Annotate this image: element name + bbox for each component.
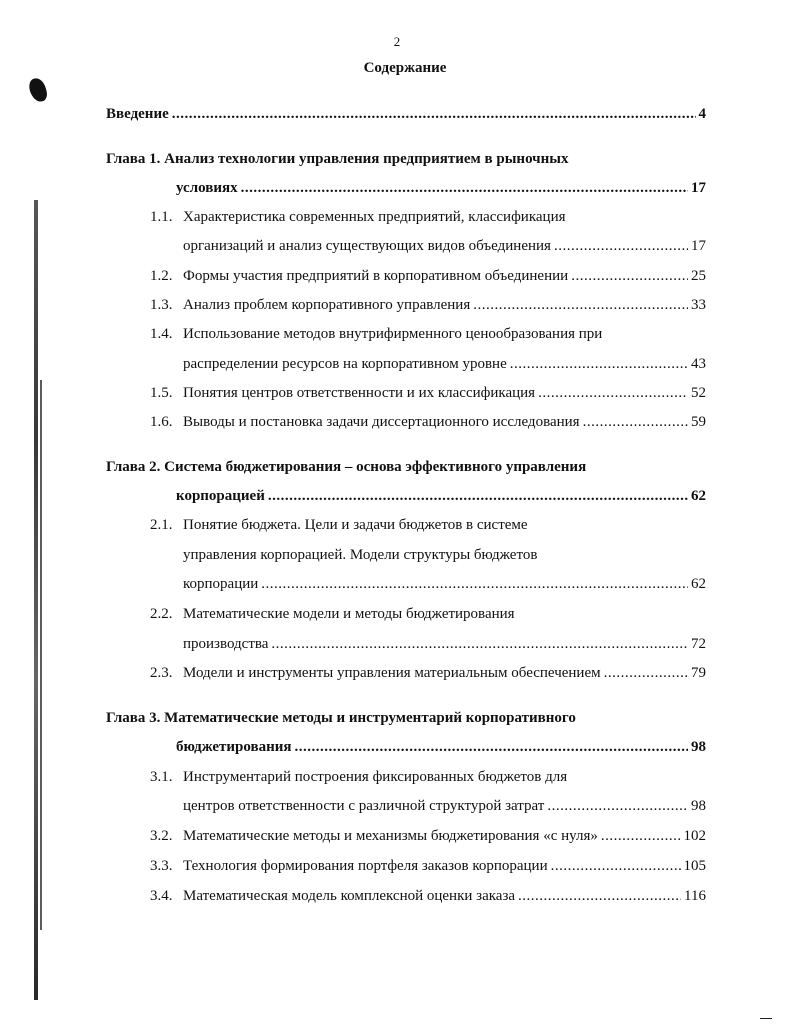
toc-chapter-3-heading[interactable] xyxy=(106,708,706,728)
toc-entry-text: Глава 2. Система бюджетирования – основа эффективного управления xyxy=(106,459,587,475)
toc-entry-text: Технология формирования портфеля заказов корпорации xyxy=(183,858,548,874)
toc-section-1-3[interactable] xyxy=(150,295,706,315)
toc-chapter-1-heading[interactable] xyxy=(106,149,706,169)
toc-entry-text: управления корпорацией. Модели структуры бюджетов xyxy=(183,547,538,563)
toc-section-2-2-continuation[interactable] xyxy=(183,634,706,654)
toc-entry-page: 4 xyxy=(698,106,706,122)
leader-dots xyxy=(554,236,688,256)
toc-entry-number: 1.5. xyxy=(150,385,173,401)
toc-entry-text: Использование методов внутрифирменного ценообразования при xyxy=(183,326,603,342)
toc-entry-page: 33 xyxy=(691,297,706,313)
leader-dots xyxy=(510,354,688,374)
leader-dots xyxy=(518,886,681,906)
leader-dots xyxy=(172,104,696,124)
toc-section-2-1-continuation[interactable] xyxy=(183,545,706,565)
leader-dots xyxy=(271,634,688,654)
toc-entry-page: 62 xyxy=(691,576,706,592)
toc-entry-number: 1.4. xyxy=(150,326,173,342)
toc-entry-text: Инструментарий построения фиксированных бюджетов для xyxy=(183,769,568,785)
toc-entry-text: Глава 1. Анализ технологии управления предприятием в рыночных xyxy=(106,151,569,167)
toc-entry-text: бюджетирования xyxy=(176,739,292,755)
toc-entry-page: 17 xyxy=(691,180,706,196)
toc-section-1-4-continuation[interactable] xyxy=(183,354,706,374)
toc-entry-number: 2.2. xyxy=(150,606,173,622)
leader-dots xyxy=(601,826,681,846)
toc-entry-text: корпорацией xyxy=(176,488,265,504)
leader-dots xyxy=(583,412,688,432)
toc-section-3-4[interactable] xyxy=(150,886,706,906)
leader-dots xyxy=(261,574,688,594)
toc-entry-text: Математические методы и механизмы бюджетирования «с нуля» xyxy=(183,828,598,844)
leader-dots xyxy=(295,737,688,757)
toc-entry-number: 3.3. xyxy=(150,858,173,874)
toc-entry-text: Математические модели и методы бюджетирования xyxy=(183,606,515,622)
toc-chapter-2-heading[interactable] xyxy=(106,457,706,477)
toc-entry-number: 2.3. xyxy=(150,665,173,681)
toc-section-3-1-continuation[interactable] xyxy=(183,796,706,816)
toc-entry-number: 1.1. xyxy=(150,209,173,225)
leader-dots xyxy=(473,295,688,315)
toc-section-1-5[interactable] xyxy=(150,383,706,403)
leader-dots xyxy=(604,663,688,683)
toc-entry-text: Понятие бюджета. Цели и задачи бюджетов в системе xyxy=(183,517,528,533)
toc-entry-page: 105 xyxy=(683,858,706,874)
page-number: 2 xyxy=(393,34,401,49)
toc-entry-text: условиях xyxy=(176,180,238,196)
toc-section-1-1-continuation[interactable] xyxy=(183,236,706,256)
toc-entry-page: 98 xyxy=(691,739,706,755)
toc-entry-number: 3.2. xyxy=(150,828,173,844)
toc-entry-page: 43 xyxy=(691,356,706,372)
toc-section-2-2[interactable] xyxy=(150,604,706,624)
toc-entry-number: 1.3. xyxy=(150,297,173,313)
toc-entry-text: Анализ проблем корпоративного управления xyxy=(183,297,471,313)
toc-entry-page: 98 xyxy=(691,798,706,814)
toc-section-2-1[interactable] xyxy=(150,515,706,535)
leader-dots xyxy=(538,383,688,403)
leader-dots xyxy=(547,796,688,816)
toc-entry-page: 59 xyxy=(691,414,706,430)
toc-entry-introduction[interactable] xyxy=(106,104,706,124)
toc-entry-number: 1.2. xyxy=(150,268,173,284)
toc-section-3-3[interactable] xyxy=(150,856,706,876)
toc-entry-text: Понятия центров ответственности и их классификация xyxy=(183,385,536,401)
toc-entry-page: 25 xyxy=(691,268,706,284)
toc-entry-text: Глава 3. Математические методы и инструментарий корпоративного xyxy=(106,710,576,726)
toc-entry-number: 2.1. xyxy=(150,517,173,533)
toc-entry-text: распределении ресурсов на корпоративном уровне xyxy=(183,356,507,372)
toc-chapter-3-continuation[interactable] xyxy=(176,737,706,757)
toc-entry-text: центров ответственности с различной структурой затрат xyxy=(183,798,545,814)
toc-entry-text: Характеристика современных предприятий, классификация xyxy=(183,209,566,225)
toc-entry-text: Формы участия предприятий в корпоративном объединении xyxy=(183,268,569,284)
toc-entry-text: Модели и инструменты управления материальным обеспечением xyxy=(183,665,601,681)
toc-entry-text: Математическая модель комплексной оценки заказа xyxy=(183,888,516,904)
leader-dots xyxy=(241,178,688,198)
toc-entry-number: 3.4. xyxy=(150,888,173,904)
toc-chapter-1-continuation[interactable] xyxy=(176,178,706,198)
toc-section-1-2[interactable] xyxy=(150,266,706,286)
toc-entry-page: 62 xyxy=(691,488,706,504)
toc-entry-number: 3.1. xyxy=(150,769,173,785)
toc-entry-page: 72 xyxy=(691,636,706,652)
toc-entry-number: 1.6. xyxy=(150,414,173,430)
toc-chapter-2-continuation[interactable] xyxy=(176,486,706,506)
toc-entry-page: 17 xyxy=(691,238,706,254)
toc-entry-page: 52 xyxy=(691,385,706,401)
leader-dots xyxy=(571,266,688,286)
toc-section-2-3[interactable] xyxy=(150,663,706,683)
toc-section-1-6[interactable] xyxy=(150,412,706,432)
toc-entry-text: Введение xyxy=(106,106,169,122)
toc-section-2-1-continuation-2[interactable] xyxy=(183,574,706,594)
toc-section-1-4[interactable] xyxy=(150,324,706,344)
toc-entry-text: производства xyxy=(183,636,269,652)
toc-entry-page: 102 xyxy=(683,828,706,844)
toc-section-1-1[interactable] xyxy=(150,207,706,227)
toc-entry-page: 116 xyxy=(684,888,706,904)
toc-entry-text: организаций и анализ существующих видов объединения xyxy=(183,238,551,254)
toc-entry-text: корпорации xyxy=(183,576,259,592)
leader-dots xyxy=(268,486,688,506)
page-title: Содержание xyxy=(363,60,447,76)
toc-section-3-1[interactable] xyxy=(150,767,706,787)
toc-entry-text: Выводы и постановка задачи диссертационного исследования xyxy=(183,414,580,430)
leader-dots xyxy=(551,856,681,876)
toc-entry-page: 79 xyxy=(691,665,706,681)
toc-section-3-2[interactable] xyxy=(150,826,706,846)
